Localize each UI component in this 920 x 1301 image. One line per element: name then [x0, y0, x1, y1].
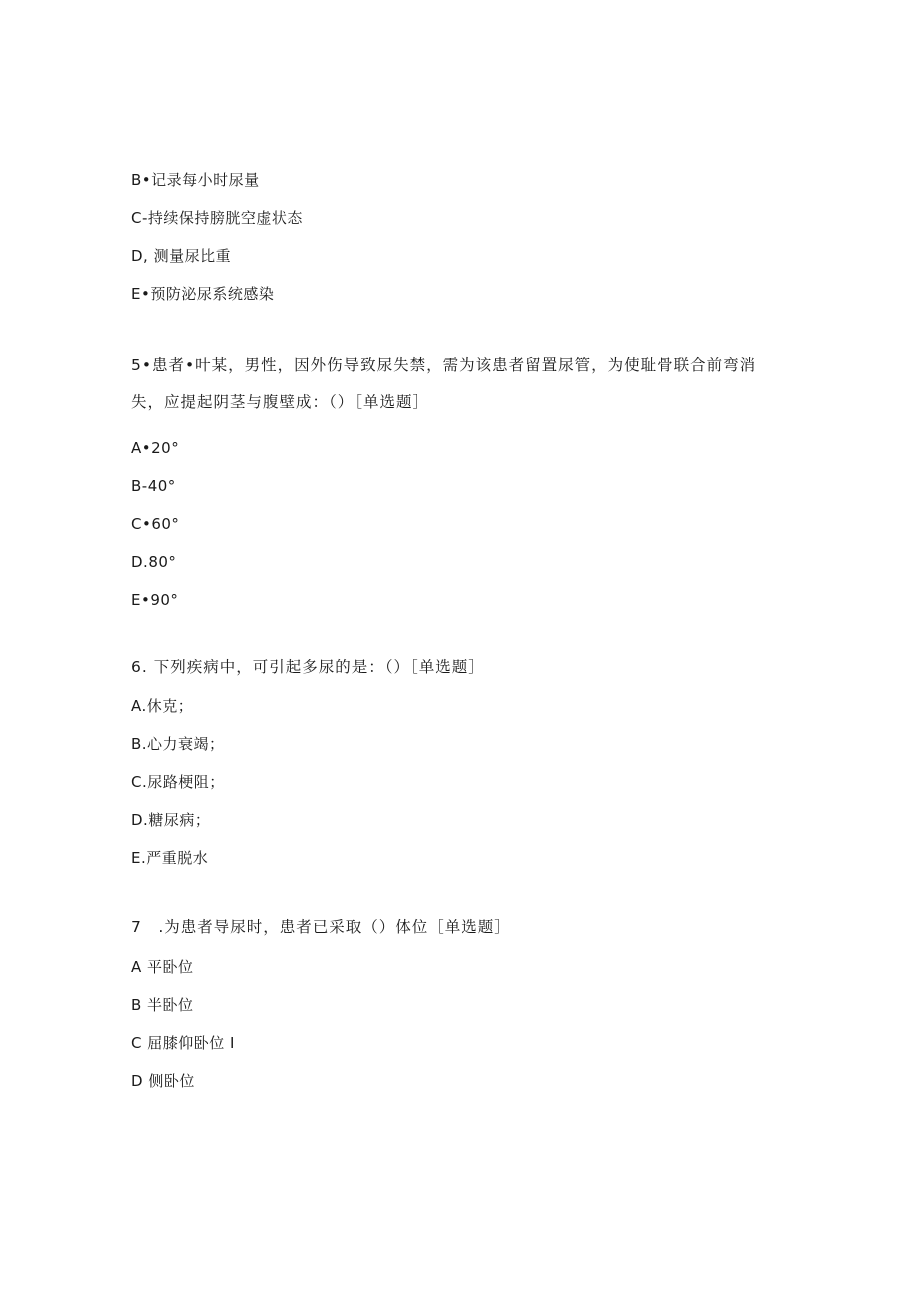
question-5-stem-line2: 失，应提起阴茎与腹壁成：（）［单选题］	[131, 393, 430, 411]
question-7-option-d: D 侧卧位	[131, 1072, 195, 1090]
question-7-option-c: C 屈膝仰卧位 I	[131, 1034, 235, 1052]
question-6-option-c: C.尿路梗阻；	[131, 773, 225, 791]
question-6-option-d: D.糖尿病；	[131, 811, 211, 829]
question-7-option-b: B 半卧位	[131, 996, 194, 1014]
option-c-prev: C-持续保持膀胱空虚状态	[131, 209, 303, 227]
option-b-prev: B•记录每小时尿量	[131, 171, 260, 189]
question-6-option-a: A.休克；	[131, 697, 194, 715]
question-5-option-d: D.80°	[131, 553, 177, 571]
question-7-option-a: A 平卧位	[131, 958, 194, 976]
question-5-option-e: E•90°	[131, 591, 179, 609]
question-5-stem-line1: 5•患者•叶某，男性，因外伤导致尿失禁，需为该患者留置尿管，为使耻骨联合前弯消	[131, 356, 757, 374]
option-d-prev: D, 测量尿比重	[131, 247, 232, 265]
question-5-option-c: C•60°	[131, 515, 180, 533]
question-6-option-e: E.严重脱水	[131, 849, 209, 867]
question-6-stem: 6. 下列疾病中，可引起多尿的是：（）［单选题］	[131, 658, 485, 676]
question-7-stem: 7 .为患者导尿时，患者已采取（）体位［单选题］	[131, 918, 511, 936]
question-5-option-b: B-40°	[131, 477, 176, 495]
question-5-option-a: A•20°	[131, 439, 180, 457]
option-e-prev: E•预防泌尿系统感染	[131, 285, 275, 303]
question-6-option-b: B.心力衰竭；	[131, 735, 225, 753]
